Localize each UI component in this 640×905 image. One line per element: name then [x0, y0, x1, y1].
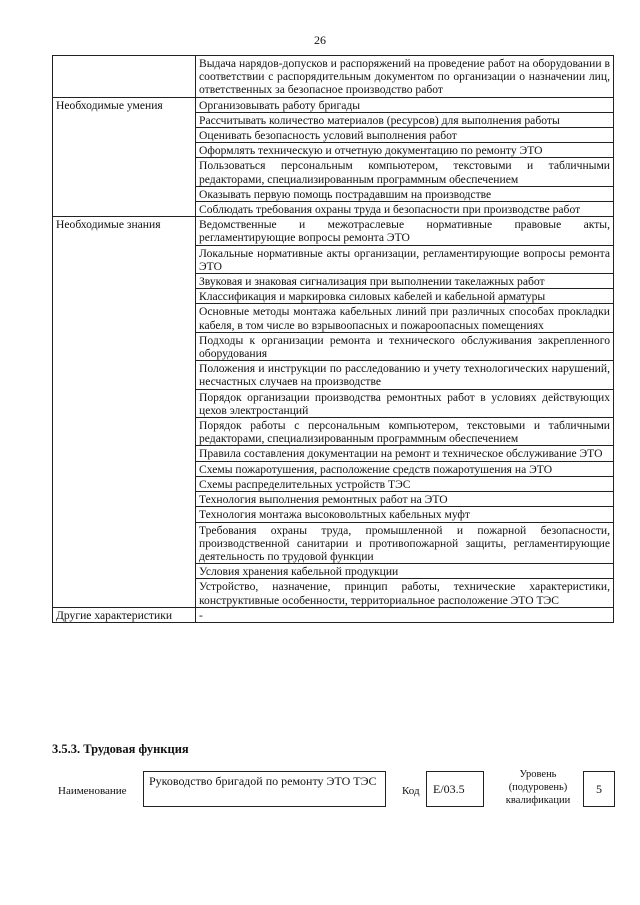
row-item-text: Оказывать первую помощь пострадавшим на производстве — [196, 186, 614, 201]
row-category-label — [53, 56, 196, 98]
row-item-text: Выдача нарядов-допусков и распоряжений на проведение работ на оборудовании в соответствии с распорядительным документом по организации о назначении лиц, ответственных за безопасное производство работ — [196, 56, 614, 98]
function-name-box: Руководство бригадой по ремонту ЭТО ТЭС — [143, 771, 386, 807]
row-item-text: Рассчитывать количество материалов (ресурсов) для выполнения работы — [196, 112, 614, 127]
row-item-text: Технология выполнения ремонтных работ на ЭТО — [196, 492, 614, 507]
qualification-level-box: 5 — [583, 771, 615, 807]
code-label: Код — [402, 785, 420, 797]
row-item-text: Классификация и маркировка силовых кабелей и кабельной арматуры — [196, 289, 614, 304]
row-item-text: Оценивать безопасность условий выполнения работ — [196, 128, 614, 143]
row-item-text: Основные методы монтажа кабельных линий при различных способах прокладки кабеля, в том числе во взрывоопасных и пожароопасных помещениях — [196, 304, 614, 332]
row-item-text: Условия хранения кабельной продукции — [196, 564, 614, 579]
row-item-text: Пользоваться персональным компьютером, текстовыми и табличными редакторами, специализированным программным обеспечением — [196, 158, 614, 186]
page-number: 26 — [314, 33, 326, 47]
row-item-text: Соблюдать требования охраны труда и безопасности при производстве работ — [196, 202, 614, 217]
row-item-text: Локальные нормативные акты организации, регламентирующие вопросы ремонта ЭТО — [196, 245, 614, 273]
row-category-label: Необходимые знания — [53, 217, 196, 607]
row-item-text: Порядок организации производства ремонтных работ в условиях действующих цехов электростанций — [196, 389, 614, 417]
code-box: E/03.5 — [426, 771, 484, 807]
row-item-text: Оформлять техническую и отчетную документацию по ремонту ЭТО — [196, 143, 614, 158]
row-category-label: Необходимые умения — [53, 97, 196, 217]
name-label: Наименование — [58, 785, 127, 797]
row-item-text: Схемы распределительных устройств ТЭС — [196, 476, 614, 491]
row-item-text: Схемы пожаротушения, расположение средств пожаротушения на ЭТО — [196, 461, 614, 476]
section-title: 3.5.3. Трудовая функция — [52, 742, 189, 756]
row-item-text: Требования охраны труда, промышленной и пожарной безопасности, производственной санитарии и противопожарной защиты, регламентирующие деятельность по трудовой функции — [196, 522, 614, 564]
row-item-text: Звуковая и знаковая сигнализация при выполнении такелажных работ — [196, 274, 614, 289]
row-category-label: Другие характеристики — [53, 607, 196, 622]
row-item-text: Организовывать работу бригады — [196, 97, 614, 112]
row-item-text: Подходы к организации ремонта и технического обслуживания закрепленного оборудования — [196, 332, 614, 360]
row-item-text: - — [196, 607, 614, 622]
row-item-text: Ведомственные и межотраслевые нормативные правовые акты, регламентирующие вопросы ремонта ЭТО — [196, 217, 614, 245]
competency-table — [52, 55, 614, 623]
table-row — [53, 56, 614, 98]
table-row — [53, 217, 614, 245]
table-row — [53, 97, 614, 112]
row-item-text: Порядок работы с персональным компьютером, текстовыми и табличными редакторами, специализированным программным обеспечением — [196, 418, 614, 446]
row-item-text: Технология монтажа высоковольтных кабельных муфт — [196, 507, 614, 522]
table-row — [53, 607, 614, 622]
row-item-text: Положения и инструкции по расследованию и учету технологических нарушений, несчастных случаев на производстве — [196, 361, 614, 389]
qualification-level-label: Уровень (подуровень) квалификации — [505, 769, 571, 806]
row-item-text: Устройство, назначение, принцип работы, технические характеристики, конструктивные особенности, территориальное расположение ЭТО ТЭС — [196, 579, 614, 607]
row-item-text: Правила составления документации на ремонт и техническое обслуживание ЭТО — [196, 446, 614, 461]
